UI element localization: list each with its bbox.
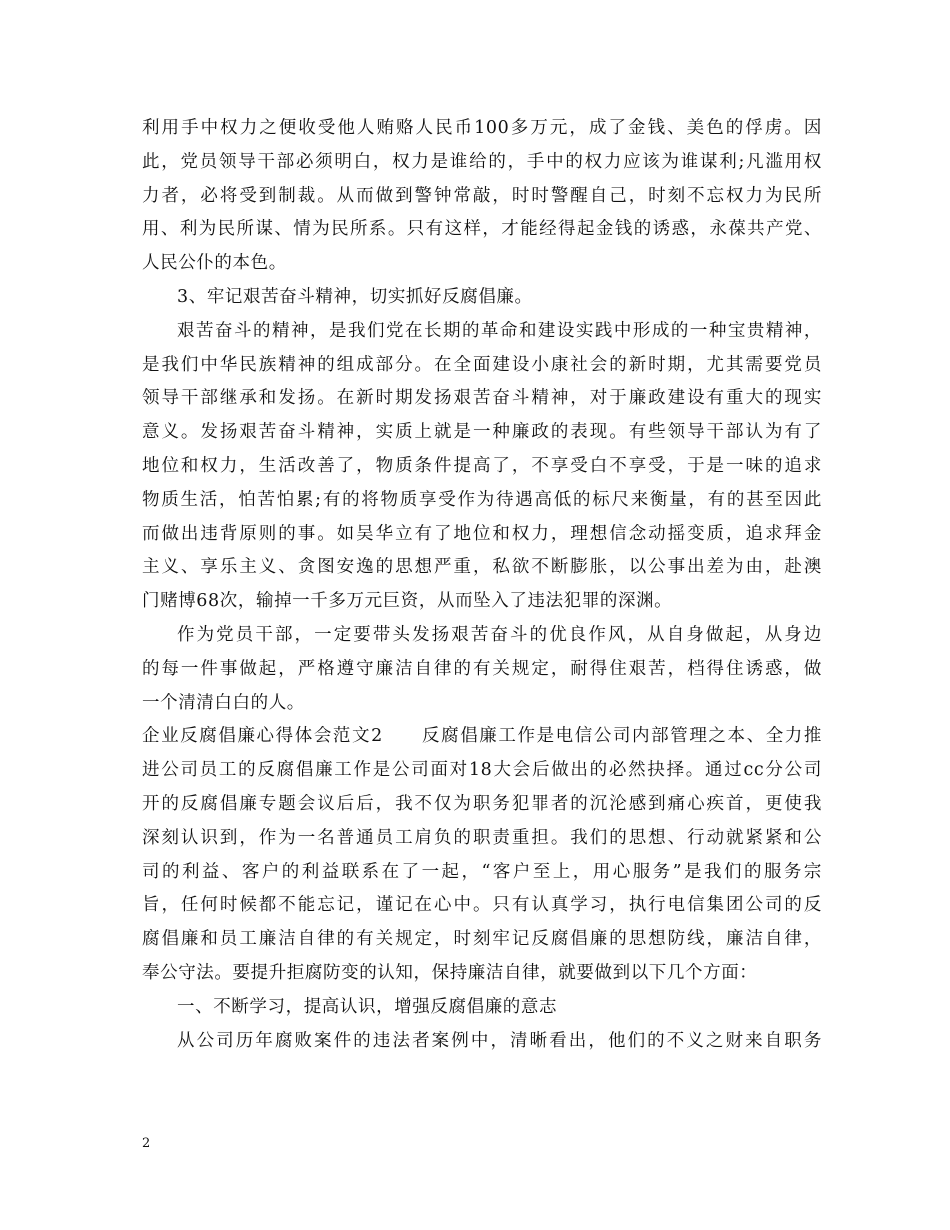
text-line: 的每一件事做起，严格遵守廉洁自律的有关规定，耐得住艰苦，档得住诱惑，做 <box>142 658 822 679</box>
text-line: 企业反腐倡廉心得体会范文2 反腐倡廉工作是电信公司内部管理之本、全力推 <box>142 726 822 747</box>
text-line: 进公司员工的反腐倡廉工作是公司面对18大会后做出的必然抉择。通过cc分公司 <box>142 760 822 781</box>
text-line: 而做出违背原则的事。如吴华立有了地位和权力，理想信念动摇变质，追求拜金 <box>142 523 822 544</box>
document-body <box>142 112 822 1058</box>
text-line: 开的反腐倡廉专题会议后后，我不仅为职务犯罪者的沉沦感到痛心疾首，更使我 <box>142 793 822 814</box>
text-line: 深刻认识到，作为一名普通员工肩负的职责重担。我们的思想、行动就紧紧和公 <box>142 827 822 848</box>
text-line: 意义。发扬艰苦奋斗精神，实质上就是一种廉政的表现。有些领导干部认为有了 <box>142 422 822 443</box>
text-line: 作为党员干部，一定要带头发扬艰苦奋斗的优良作风，从自身做起，从身边 <box>177 624 822 645</box>
text-line: 旨，任何时候都不能忘记，谨记在心中。只有认真学习，执行电信集团公司的反 <box>142 895 822 916</box>
text-line: 人民公仆的本色。 <box>142 253 287 274</box>
text-line: 地位和权力，生活改善了，物质条件提高了，不享受白不享受，于是一味的追求 <box>142 455 822 476</box>
text-line: 力者，必将受到制裁。从而做到警钟常敲，时时警醒自己，时刻不忘权力为民所 <box>142 185 822 206</box>
text-line: 此，党员领导干部必须明白，权力是谁给的，手中的权力应该为谁谋利;凡滥用权 <box>142 151 822 172</box>
text-line: 一个清清白白的人。 <box>142 692 305 713</box>
text-line: 主义、享乐主义、贪图安逸的思想严重，私欲不断膨胀，以公事出差为由，赴澳 <box>142 557 822 578</box>
text-line: 司的利益、客户的利益联系在了一起，“客户至上，用心服务”是我们的服务宗 <box>142 861 822 882</box>
text-line: 3、牢记艰苦奋斗精神，切实抓好反腐倡廉。 <box>177 286 533 307</box>
text-line: 腐倡廉和员工廉洁自律的有关规定，时刻牢记反腐倡廉的思想防线，廉洁自律， <box>142 929 822 950</box>
text-line: 领导干部继承和发扬。在新时期发扬艰苦奋斗精神，对于廉政建设有重大的现实 <box>142 388 822 409</box>
text-line: 物质生活，怕苦怕累;有的将物质享受作为待遇高低的标尺来衡量，有的甚至因此 <box>142 489 822 510</box>
text-line: 门赌博68次，输掉一千多万元巨资，从而坠入了违法犯罪的深渊。 <box>142 591 673 612</box>
text-line: 利用手中权力之便收受他人贿赂人民币100多万元，成了金钱、美色的俘虏。因 <box>142 118 822 138</box>
text-line: 艰苦奋斗的精神，是我们党在长期的革命和建设实践中形成的一种宝贵精神， <box>177 320 822 341</box>
text-line: 从公司历年腐败案件的违法者案例中，清晰看出，他们的不义之财来自职务 <box>177 1030 822 1051</box>
page-number: 2 <box>142 1136 151 1151</box>
text-line: 用、利为民所谋、情为民所系。只有这样，才能经得起金钱的诱惑，永葆共产党、 <box>142 219 822 240</box>
text-line: 一、不断学习，提高认识，增强反腐倡廉的意志 <box>177 996 558 1017</box>
text-line: 是我们中华民族精神的组成部分。在全面建设小康社会的新时期，尤其需要党员 <box>142 354 822 375</box>
text-line: 奉公守法。要提升拒腐防变的认知，保持廉洁自律，就要做到以下几个方面： <box>142 962 758 983</box>
